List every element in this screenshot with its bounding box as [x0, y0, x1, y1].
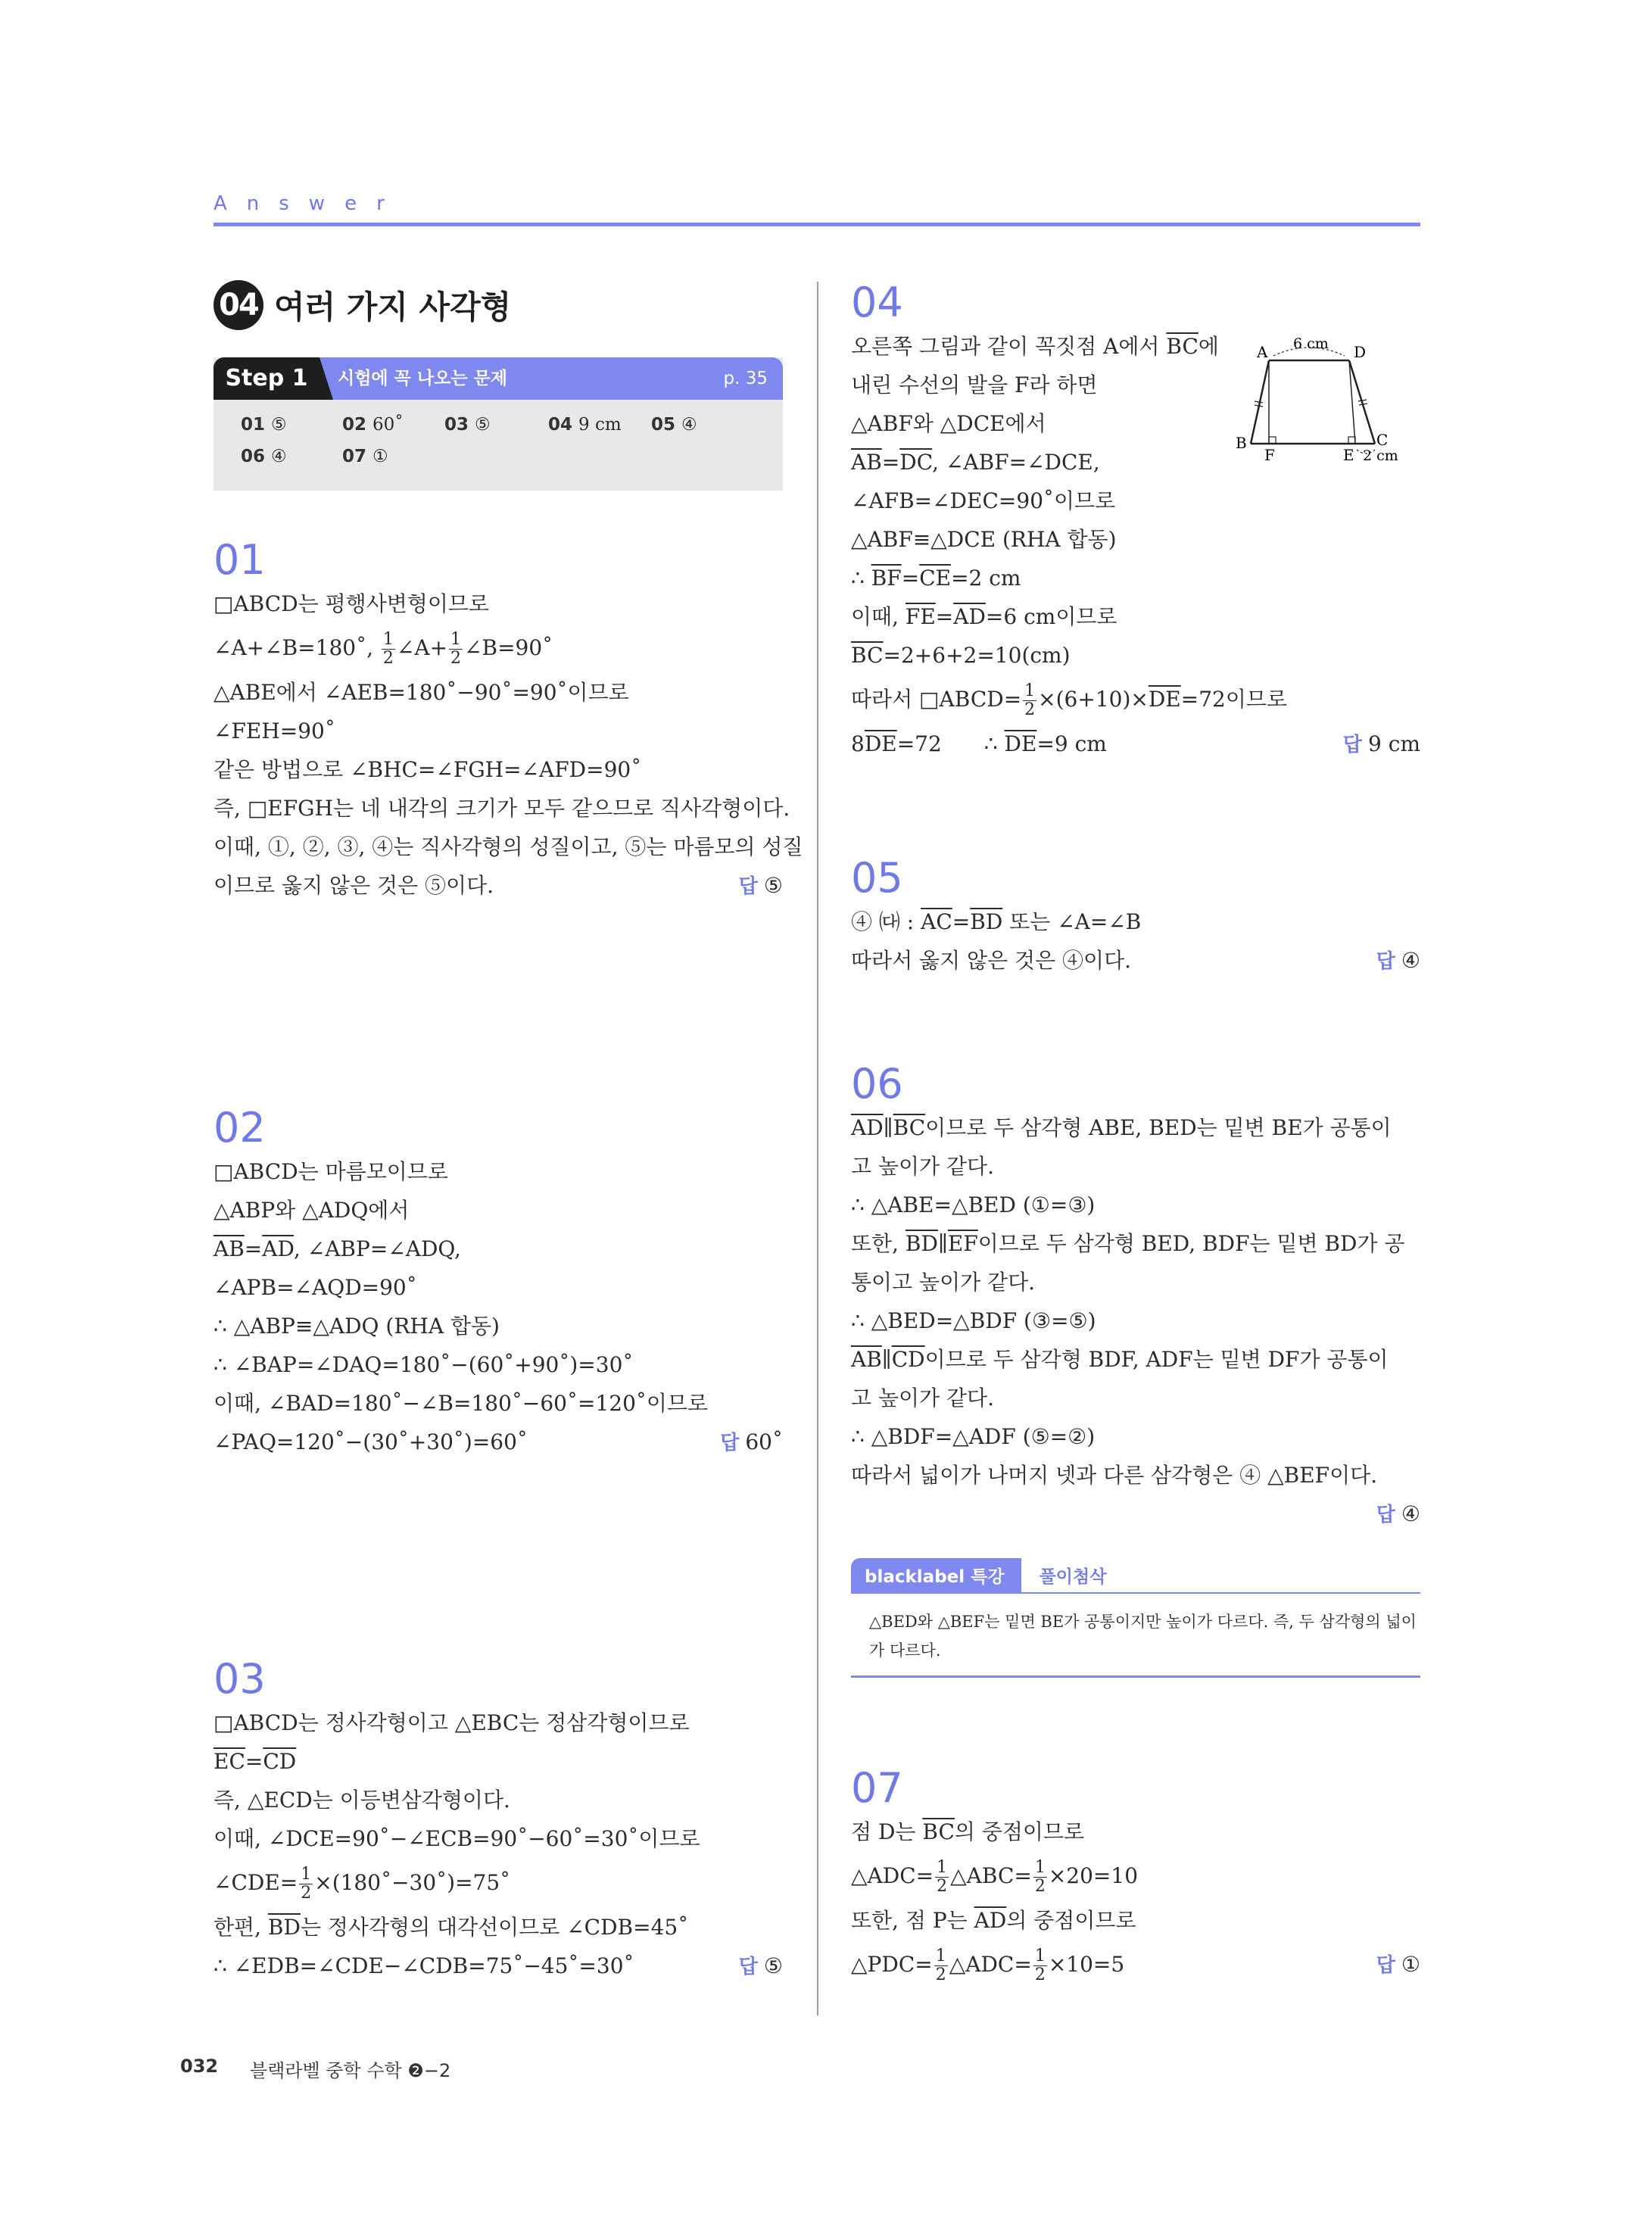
problem-02	[214, 1105, 783, 1461]
fraction-half: $\frac{1}{2}$	[1024, 681, 1036, 719]
blacklabel-note	[851, 1558, 1420, 1678]
solution-line: 이때, ①, ②, ③, ④는 직사각형의 성질이고, ⑤는 마름모의 성질	[214, 834, 803, 859]
book-title: 블랙라벨 중학 수학 ❷−2	[250, 2060, 451, 2081]
fraction-half: $\frac{1}{2}$	[301, 1865, 312, 1903]
solution-line: 고 높이가 같다.	[851, 1154, 994, 1179]
solution-line: 고 높이가 같다.	[851, 1386, 994, 1411]
problem-number: 02	[214, 1104, 266, 1152]
step-answer-02: 02 60˚	[342, 415, 404, 435]
answer-mark: 답 60˚	[720, 1429, 783, 1454]
label-E: E	[1343, 446, 1354, 460]
step-answer-01: 01 ⑤	[241, 415, 287, 435]
label-B: B	[1236, 434, 1247, 452]
label-F: F	[1264, 446, 1275, 460]
label-C: C	[1376, 431, 1389, 449]
solution-line: 이때, ∠BAD=180˚−∠B=180˚−60˚=120˚이므로	[214, 1391, 709, 1416]
solution-line: 따라서 옳지 않은 것은 ④이다. 답 ④	[851, 941, 1420, 980]
solution-line: $\overline{AB}\parallel\overline{CD}$이므로 두 삼각형 BDF, ADF는 밑변 DF가 공통이	[851, 1347, 1389, 1372]
solution-line: 통이고 높이가 같다.	[851, 1270, 1036, 1295]
solution-line: ∠AFB=∠DEC=90˚이므로	[851, 488, 1116, 513]
solution-line: △ABE에서 ∠AEB=180˚−90˚=90˚이므로	[214, 680, 629, 705]
problem-number: 04	[851, 279, 903, 326]
solution-line: $\overline{EC}=\overline{CD}$	[214, 1749, 297, 1774]
solution-line: ∴ △BED=△BDF (③=⑤)	[851, 1308, 1096, 1333]
solution-line: △ADC= $\frac{1}{2}$ △ABC= $\frac{1}{2}$ ×20=10	[851, 1858, 1139, 1896]
fraction-half: $\frac{1}{2}$	[1034, 1858, 1046, 1896]
solution-line: ④ ㈐ : $\overline{AC}=\overline{BD}$ 또는 ∠A=∠B	[851, 909, 1142, 934]
solution-line: 점 D는 $\overline{BC}$의 중점이므로	[851, 1819, 1085, 1844]
solution-line: 한편, $\overline{BD}$는 정사각형의 대각선이므로 ∠CDB=45˚	[214, 1915, 689, 1940]
solution-line: 이때, ∠DCE=90˚−∠ECB=90˚−60˚=30˚이므로	[214, 1826, 700, 1851]
solution-line: 이므로 옳지 않은 것은 ⑤이다. 답 ⑤	[214, 866, 783, 905]
column-divider	[817, 282, 818, 2015]
solution-line: 또한, 점 P는 $\overline{AD}$의 중점이므로	[851, 1908, 1136, 1933]
problem-number: 05	[851, 854, 903, 902]
solution-line: △ABF≡△DCE (RHA 합동)	[851, 527, 1117, 552]
answer-mark: 답 ④	[1376, 948, 1420, 973]
problem-03	[214, 1657, 783, 1985]
solution-line: ∠PAQ=120˚−(30˚+30˚)=60˚ 답 60˚	[214, 1423, 783, 1461]
solution-line: $\overline{AD}\parallel\overline{BC}$이므로 두 삼각형 ABE, BED는 밑변 BE가 공통이	[851, 1115, 1392, 1140]
solution-line: $8\overline{DE}=72$ ∴ $\overline{DE}=9$ cm 답 9 cm	[851, 725, 1420, 763]
solution-line: □ABCD는 평행사변형이므로	[214, 591, 489, 616]
answer-header-label: Answer	[214, 192, 404, 215]
blacklabel-subtitle: 풀이첨삭	[1039, 1567, 1107, 1587]
step-page-ref: p. 35	[723, 369, 768, 388]
problem-number: 01	[214, 536, 266, 584]
solution-line: ∠FEH=90˚	[214, 719, 335, 743]
problem-06	[851, 1061, 1420, 1533]
chapter-heading	[214, 280, 511, 330]
solution-line: ∠CDE= $\frac{1}{2}$ ×(180˚−30˚)=75˚	[214, 1865, 511, 1903]
solution-line	[851, 1495, 1420, 1533]
label-2cm: 2 cm	[1363, 447, 1398, 460]
solution-line: 즉, □EFGH는 네 내각의 크기가 모두 같으므로 직사각형이다.	[214, 796, 790, 821]
label-D: D	[1354, 343, 1367, 361]
blacklabel-bottom-rule	[851, 1675, 1420, 1678]
solution-line: $\overline{BC}=2+6+2=10(cm)$	[851, 643, 1071, 668]
step-header	[214, 357, 783, 400]
answer-mark: 답 9 cm	[1342, 731, 1420, 756]
solution-line: △PDC= $\frac{1}{2}$ △ADC= $\frac{1}{2}$ ×10=5 답 ①	[851, 1940, 1420, 1990]
step-answer-03: 03 ⑤	[444, 415, 491, 435]
answer-mark: 답 ④	[1376, 1501, 1420, 1526]
chapter-title: 여러 가지 사각형	[274, 288, 512, 326]
solution-line: 내린 수선의 발을 F라 하면	[851, 372, 1098, 397]
solution-line: △ABF와 △DCE에서	[851, 411, 1046, 436]
solution-line: 같은 방법으로 ∠BHC=∠FGH=∠AFD=90˚	[214, 757, 642, 782]
label-6cm: 6 cm	[1293, 335, 1329, 352]
solution-line: ∠A+∠B=180˚, $\frac{1}{2}$ ∠A+ $\frac{1}{2}$ ∠B=90˚	[214, 630, 553, 668]
solution-line: 즉, △ECD는 이등변삼각형이다.	[214, 1788, 510, 1813]
solution-line: ∴ ∠EDB=∠CDE−∠CDB=75˚−45˚=30˚ 답 ⑤	[214, 1947, 783, 1985]
fraction-half: $\frac{1}{2}$	[382, 630, 394, 668]
solution-line: $\overline{AB}=\overline{AD}$, ∠ABP=∠ADQ,	[214, 1236, 461, 1261]
fraction-half: $\frac{1}{2}$	[937, 1858, 948, 1896]
problem-number: 07	[851, 1764, 903, 1812]
solution-line: ∴ △ABP≡△ADQ (RHA 합동)	[214, 1314, 500, 1339]
solution-line: ∴ △BDF=△ADF (⑤=②)	[851, 1424, 1096, 1449]
answer-mark: 답 ⑤	[738, 873, 783, 898]
blacklabel-text: △BED와 △BEF는 밑면 BE가 공통이지만 높이가 다르다. 즉, 두 삼각형의 넓이 가 다르다.	[869, 1613, 1417, 1660]
solution-line: 오른쪽 그림과 같이 꼭짓점 A에서 $\overline{BC}$에	[851, 334, 1219, 359]
answer-mark: 답 ①	[1376, 1952, 1420, 1977]
fraction-half: $\frac{1}{2}$	[450, 630, 462, 668]
step-answer-04: 04 9 cm	[548, 415, 622, 435]
problem-01	[214, 536, 803, 905]
problem-07	[851, 1766, 1420, 1990]
solution-line: ∴ $\overline{BF}=\overline{CE}=2$ cm	[851, 566, 1021, 591]
page-number: 032	[180, 2056, 219, 2077]
header-rule	[214, 223, 1420, 226]
solution-line: $\overline{AB}=\overline{DC}$, ∠ABF=∠DCE,	[851, 450, 1100, 475]
solution-line: 이때, $\overline{FE}=\overline{AD}=6$ cm이므로	[851, 604, 1117, 629]
solution-line: 따라서 넓이가 나머지 넷과 다른 삼각형은 ④ △BEF이다.	[851, 1463, 1378, 1488]
answer-mark: 답 ⑤	[738, 1953, 783, 1978]
step-answer-06: 06 ④	[241, 447, 287, 466]
blacklabel-tag: blacklabel 특강	[851, 1558, 1021, 1592]
solution-line: □ABCD는 정사각형이고 △EBC는 정삼각형이므로	[214, 1710, 690, 1735]
step-answer-box	[214, 357, 783, 491]
chapter-number-badge: 04	[214, 280, 263, 330]
problem-number: 06	[851, 1060, 903, 1108]
solution-line: ∴ ∠BAP=∠DAQ=180˚−(60˚+90˚)=30˚	[214, 1352, 634, 1377]
label-A: A	[1257, 343, 1268, 361]
solution-line: △ABP와 △ADQ에서	[214, 1198, 410, 1223]
solution-line: 따라서 □ABCD= $\frac{1}{2}$ $\times(6+10)\times\overline{DE}=72$이므로	[851, 681, 1287, 719]
solution-line: □ABCD는 마름모이므로	[214, 1159, 448, 1184]
step-tag: Step 1	[214, 357, 319, 400]
trapezoid-figure	[1230, 332, 1420, 460]
problem-number: 03	[214, 1655, 266, 1703]
solution-line: 또한, $\overline{BD}\parallel\overline{EF}$이므로 두 삼각형 BED, BDF는 밑변 BD가 공	[851, 1231, 1405, 1256]
solution-line: ∴ △ABE=△BED (①=③)	[851, 1192, 1096, 1217]
step-answer-05: 05 ④	[651, 415, 697, 435]
solution-line: ∠APB=∠AQD=90˚	[214, 1275, 417, 1300]
fraction-half: $\frac{1}{2}$	[1034, 1947, 1046, 1984]
step-title: 시험에 꼭 나오는 문제	[338, 369, 507, 388]
fraction-half: $\frac{1}{2}$	[935, 1947, 946, 1984]
step-answer-07: 07 ①	[342, 447, 388, 466]
problem-05	[851, 856, 1420, 980]
problem-04	[851, 280, 1420, 763]
